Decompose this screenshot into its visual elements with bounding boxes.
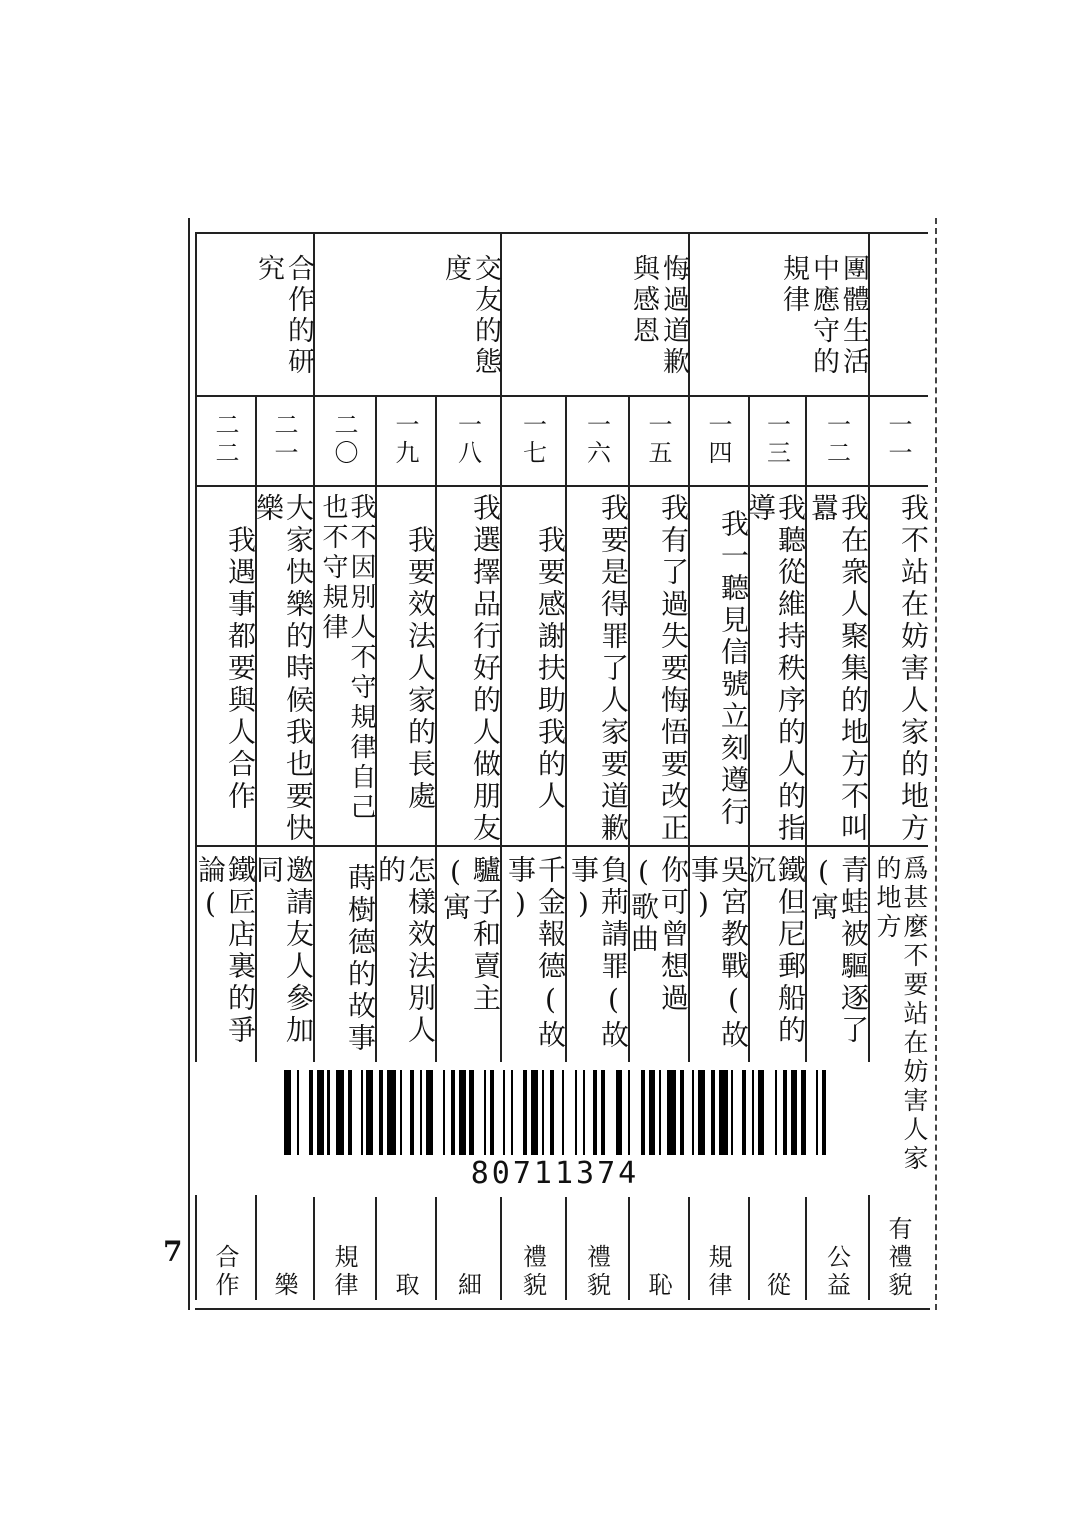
barcode-bar	[698, 1070, 705, 1155]
column-divider	[628, 1195, 630, 1300]
column-divider	[805, 1195, 807, 1300]
barcode-bar	[719, 1070, 728, 1155]
table-bottom-border	[195, 1308, 930, 1310]
lesson-material: 負荊請罪(故事)	[567, 855, 630, 1052]
category-header: 團體生活中應守的規律	[778, 254, 869, 378]
column-divider	[375, 1195, 377, 1300]
barcode-bar	[542, 1070, 544, 1155]
barcode-bar	[641, 1070, 645, 1155]
column-divider	[688, 1195, 690, 1300]
lesson-goal: 我要感謝扶助我的人	[534, 525, 567, 813]
lesson-virtue: 恥	[644, 1272, 672, 1300]
lesson-virtue: 從	[762, 1272, 791, 1300]
lesson-number: 一一	[884, 412, 912, 468]
barcode-bar	[426, 1070, 433, 1155]
barcode-bar	[490, 1070, 494, 1155]
lesson-virtue: 樂	[270, 1272, 298, 1300]
column-divider	[195, 1195, 197, 1300]
lesson-virtue: 取	[391, 1272, 419, 1300]
lesson-virtue: 禮貌	[582, 1244, 611, 1300]
barcode-bar	[775, 1070, 777, 1155]
lesson-goal: 大家快樂的時候我也要快樂	[252, 493, 315, 845]
column-divider	[565, 1195, 567, 1300]
barcode-bar	[742, 1070, 746, 1155]
lesson-goal: 我一聽見信號立刻遵行	[717, 509, 750, 829]
barcode-bar	[601, 1070, 605, 1155]
barcode-bar	[783, 1070, 787, 1155]
barcode-bar	[616, 1070, 623, 1155]
lesson-number: 一六	[582, 412, 611, 468]
column-divider	[435, 1195, 437, 1300]
barcode-bar	[451, 1070, 455, 1155]
barcode-bar	[731, 1070, 733, 1155]
lesson-number: 一二	[822, 412, 851, 468]
barcode-bar	[400, 1070, 402, 1155]
lesson-material: 爲甚麼不要站在妨害人家的地方	[873, 855, 929, 1174]
barcode-bar	[420, 1070, 422, 1155]
lesson-goal: 我遇事都要與人合作	[224, 525, 257, 813]
lesson-number: 一五	[644, 412, 672, 468]
lesson-goal: 我在衆人聚集的地方不叫囂	[807, 493, 870, 845]
column-divider	[195, 395, 197, 1062]
barcode-bar	[550, 1070, 554, 1155]
lesson-number: 二一	[270, 412, 298, 468]
lesson-goal: 我要效法人家的長處	[404, 525, 437, 813]
barcode-bar	[443, 1070, 445, 1155]
barcode-bar	[366, 1070, 373, 1155]
barcode-bar	[711, 1070, 715, 1155]
barcode-bar	[284, 1070, 291, 1155]
barcode-bar	[791, 1070, 798, 1155]
column-divider	[313, 1195, 315, 1300]
lesson-virtue: 禮貌	[518, 1244, 547, 1300]
category-header: 合作的研究	[253, 254, 314, 378]
barcode-bar	[297, 1070, 299, 1155]
barcode-bar	[336, 1070, 345, 1155]
barcode-bar	[593, 1070, 597, 1155]
barcode-bar	[801, 1070, 805, 1155]
barcode-bar	[680, 1070, 684, 1155]
lesson-material: 邀請友人參加同	[252, 855, 315, 1047]
lesson-material: 驢子和賣主(寓	[439, 855, 502, 1015]
barcode-bar	[575, 1070, 577, 1155]
lesson-material: 鐵匠店裏的爭論(	[194, 855, 257, 1047]
barcode-bar	[667, 1070, 676, 1155]
lesson-goal: 我選擇品行好的人做朋友	[469, 493, 502, 845]
barcode-bar	[459, 1070, 466, 1155]
lesson-material: 怎樣效法別人的	[374, 855, 437, 1047]
column-divider	[868, 1195, 870, 1300]
barcode-bar	[379, 1070, 383, 1155]
lesson-number: 二二	[211, 412, 239, 468]
barcode-bar	[387, 1070, 396, 1155]
lesson-goal: 我要是得罪了人家要道歉	[597, 493, 630, 845]
barcode-bar	[348, 1070, 352, 1155]
barcode-bar	[692, 1070, 694, 1155]
header-divider	[195, 232, 197, 395]
barcode-bar	[628, 1070, 630, 1155]
lesson-material: 鐵但尼郵船的沉	[744, 855, 807, 1047]
barcode-bar	[469, 1070, 473, 1155]
lesson-goal: 我不站在妨害人家的地方	[897, 493, 930, 845]
barcode-bar	[816, 1070, 818, 1155]
barcode-bar	[752, 1070, 754, 1155]
category-header: 悔過道歉與感恩	[628, 254, 689, 378]
barcode-bar	[511, 1070, 513, 1155]
lesson-virtue: 規律	[704, 1244, 732, 1300]
barcode-bar	[327, 1070, 329, 1155]
lesson-number: 一七	[518, 412, 547, 468]
lesson-number: 二〇	[330, 412, 358, 468]
lesson-virtue: 合作	[211, 1244, 239, 1300]
barcode-bar	[503, 1070, 505, 1155]
lesson-material: 吳宮教戰(故事)	[687, 855, 750, 1052]
barcode-bar	[309, 1070, 313, 1155]
barcode-bar	[361, 1070, 363, 1155]
lesson-virtue: 規律	[330, 1244, 358, 1300]
column-divider	[748, 1195, 750, 1300]
lesson-virtue: 細	[453, 1272, 482, 1300]
lesson-virtue: 公益	[822, 1244, 851, 1300]
lesson-number: 一九	[391, 412, 419, 468]
barcode-bar	[822, 1070, 826, 1155]
barcode-bar	[410, 1070, 414, 1155]
barcode-bar	[484, 1070, 486, 1155]
lesson-number: 一三	[762, 412, 791, 468]
column-divider	[255, 1195, 257, 1300]
barcode-bar	[523, 1070, 527, 1155]
barcode-bar	[317, 1070, 324, 1155]
lesson-goal: 我聽從維持秩序的人的指導	[744, 493, 807, 845]
lesson-goal: 我不因別人不守規律自己也不守規律	[318, 493, 376, 823]
barcode-bar	[659, 1070, 661, 1155]
lesson-material: 你可曾想過(歌曲	[627, 855, 690, 1015]
lesson-virtue: 有禮貌	[884, 1216, 912, 1300]
barcode-bar	[758, 1070, 765, 1155]
lesson-goal: 我有了過失要悔悟要改正	[657, 493, 690, 845]
barcode-number: 80711374	[470, 1156, 640, 1191]
barcode-bar	[649, 1070, 656, 1155]
category-header: 交友的態度	[440, 254, 501, 378]
category-header	[868, 232, 928, 395]
barcode-bar	[531, 1070, 538, 1155]
barcode-bar	[562, 1070, 564, 1155]
barcode-bars	[284, 1070, 829, 1155]
column-divider	[500, 1195, 502, 1300]
lesson-material: 千金報德(故事)	[504, 855, 567, 1052]
lesson-material: 蒔樹德的故事	[344, 862, 377, 1055]
barcode-label	[268, 1062, 842, 1197]
barcode-bar	[583, 1070, 585, 1155]
page-number: 7	[163, 1235, 183, 1268]
lesson-material: 青蛙被驅逐了(寓	[807, 855, 870, 1047]
lesson-number: 一四	[704, 412, 732, 468]
lesson-number: 一八	[453, 412, 482, 468]
